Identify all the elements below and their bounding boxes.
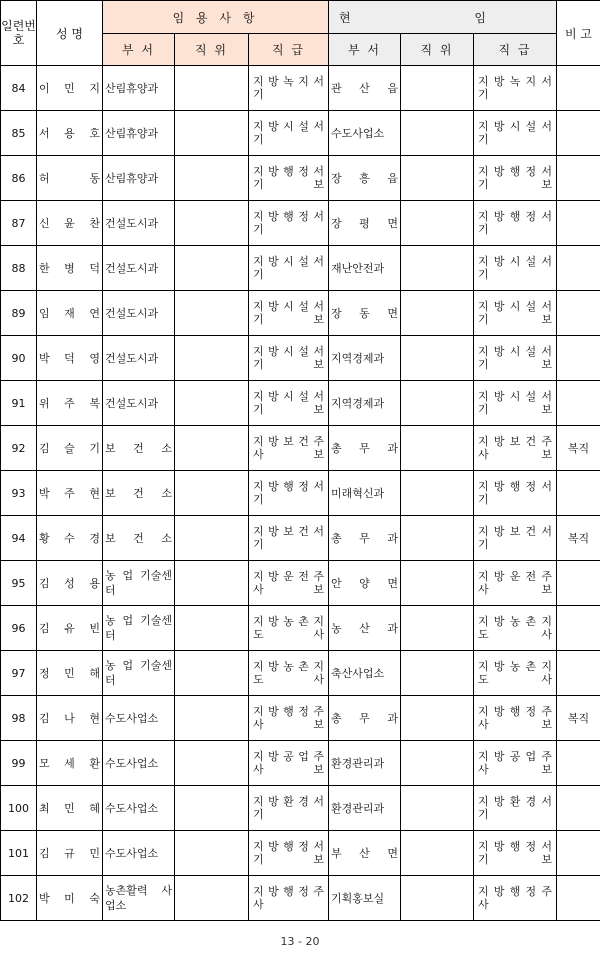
cur-position-cell xyxy=(401,291,474,336)
cur-position-cell xyxy=(401,786,474,831)
cur-position-cell xyxy=(401,66,474,111)
cur-grade-cell: 지 방 행 정 서 기 xyxy=(474,201,557,246)
name-cell: 신 윤 찬 xyxy=(37,201,103,246)
new-dept-cell: 보 건 소 xyxy=(103,516,175,561)
new-dept-cell: 산림휴양과 xyxy=(103,156,175,201)
serial-cell: 100 xyxy=(1,786,37,831)
cur-dept-cell: 총 무 과 xyxy=(329,696,401,741)
remarks-cell xyxy=(557,381,600,426)
new-dept-cell: 건설도시과 xyxy=(103,291,175,336)
cur-dept-cell: 재난안전과 xyxy=(329,246,401,291)
cur-position-cell xyxy=(401,336,474,381)
new-dept-cell: 건설도시과 xyxy=(103,336,175,381)
new-position-cell xyxy=(175,156,249,201)
remarks-cell xyxy=(557,66,600,111)
serial-cell: 97 xyxy=(1,651,37,696)
new-dept-cell: 농 업 기술센터 xyxy=(103,561,175,606)
cur-dept-cell: 총 무 과 xyxy=(329,516,401,561)
serial-cell: 85 xyxy=(1,111,37,156)
name-cell: 박 주 현 xyxy=(37,471,103,516)
new-dept-cell: 건설도시과 xyxy=(103,381,175,426)
new-grade-cell: 지 방 행 정 서 기 xyxy=(249,471,329,516)
table-row xyxy=(1,651,600,696)
serial-cell: 89 xyxy=(1,291,37,336)
name-cell: 김 나 현 xyxy=(37,696,103,741)
cur-grade-cell: 지 방 시 설 서 기 보 xyxy=(474,336,557,381)
cur-grade-cell: 지 방 공 업 주 사 보 xyxy=(474,741,557,786)
new-position-cell xyxy=(175,651,249,696)
cur-position-cell xyxy=(401,111,474,156)
new-position-cell xyxy=(175,831,249,876)
name-cell: 모 세 환 xyxy=(37,741,103,786)
table-row xyxy=(1,471,600,516)
new-position-cell xyxy=(175,336,249,381)
table-row xyxy=(1,381,600,426)
cur-grade-cell: 지 방 행 정 주 사 보 xyxy=(474,696,557,741)
cur-position-cell xyxy=(401,651,474,696)
name-cell: 허 동 xyxy=(37,156,103,201)
new-position-cell xyxy=(175,246,249,291)
serial-cell: 93 xyxy=(1,471,37,516)
cur-dept-cell: 관 산 읍 xyxy=(329,66,401,111)
serial-cell: 94 xyxy=(1,516,37,561)
name-cell: 황 수 경 xyxy=(37,516,103,561)
header-cur-position: 직 위 xyxy=(401,34,474,66)
new-grade-cell: 지 방 행 정 주 사 보 xyxy=(249,696,329,741)
new-grade-cell: 지 방 공 업 주 사 보 xyxy=(249,741,329,786)
name-cell: 최 민 혜 xyxy=(37,786,103,831)
new-position-cell xyxy=(175,606,249,651)
name-cell: 김 슬 기 xyxy=(37,426,103,471)
cur-dept-cell: 장 흥 읍 xyxy=(329,156,401,201)
cur-grade-cell: 지 방 녹 지 서 기 xyxy=(474,66,557,111)
new-grade-cell: 지 방 행 정 서 기 보 xyxy=(249,156,329,201)
table-row xyxy=(1,516,600,561)
new-grade-cell: 지 방 보 건 서 기 xyxy=(249,516,329,561)
cur-position-cell xyxy=(401,516,474,561)
cur-position-cell xyxy=(401,741,474,786)
serial-cell: 90 xyxy=(1,336,37,381)
table-row xyxy=(1,426,600,471)
table-row xyxy=(1,606,600,651)
name-cell: 임 재 연 xyxy=(37,291,103,336)
table-row xyxy=(1,156,600,201)
new-dept-cell: 농 업 기술센터 xyxy=(103,606,175,651)
header-serial: 일련번호 xyxy=(1,1,37,66)
cur-grade-cell: 지 방 행 정 서 기 보 xyxy=(474,156,557,201)
table-row xyxy=(1,111,600,156)
table-row xyxy=(1,561,600,606)
cur-grade-cell: 지 방 시 설 서 기 xyxy=(474,111,557,156)
new-position-cell xyxy=(175,516,249,561)
cur-position-cell xyxy=(401,246,474,291)
table-row xyxy=(1,336,600,381)
remarks-cell xyxy=(557,246,600,291)
header-new-dept: 부 서 xyxy=(103,34,175,66)
cur-position-cell xyxy=(401,831,474,876)
table-row xyxy=(1,291,600,336)
remarks-cell xyxy=(557,606,600,651)
new-grade-cell: 지 방 시 설 서 기 보 xyxy=(249,381,329,426)
remarks-cell: 복직 xyxy=(557,696,600,741)
new-dept-cell: 수도사업소 xyxy=(103,786,175,831)
new-dept-cell: 산림휴양과 xyxy=(103,66,175,111)
remarks-cell xyxy=(557,336,600,381)
cur-grade-cell: 지 방 운 전 주 사 보 xyxy=(474,561,557,606)
remarks-cell xyxy=(557,651,600,696)
table-row xyxy=(1,741,600,786)
remarks-cell xyxy=(557,291,600,336)
cur-grade-cell: 지 방 농 촌 지 도 사 xyxy=(474,606,557,651)
cur-grade-cell: 지 방 보 건 서 기 xyxy=(474,516,557,561)
serial-cell: 101 xyxy=(1,831,37,876)
cur-grade-cell: 지 방 시 설 서 기 보 xyxy=(474,381,557,426)
serial-cell: 86 xyxy=(1,156,37,201)
header-current: 현 임 xyxy=(329,1,557,34)
cur-grade-cell: 지 방 농 촌 지 도 사 xyxy=(474,651,557,696)
serial-cell: 99 xyxy=(1,741,37,786)
serial-cell: 95 xyxy=(1,561,37,606)
remarks-cell xyxy=(557,471,600,516)
header-name: 성 명 xyxy=(37,1,103,66)
new-grade-cell: 지 방 행 정 주 사 xyxy=(249,876,329,921)
name-cell: 한 병 덕 xyxy=(37,246,103,291)
new-dept-cell: 건설도시과 xyxy=(103,246,175,291)
cur-position-cell xyxy=(401,876,474,921)
new-dept-cell: 보 건 소 xyxy=(103,471,175,516)
table-row xyxy=(1,831,600,876)
serial-cell: 102 xyxy=(1,876,37,921)
new-grade-cell: 지 방 농 촌 지 도 사 xyxy=(249,651,329,696)
name-cell: 박 미 숙 xyxy=(37,876,103,921)
new-position-cell xyxy=(175,741,249,786)
cur-grade-cell: 지 방 시 설 서 기 xyxy=(474,246,557,291)
new-dept-cell: 산림휴양과 xyxy=(103,111,175,156)
new-dept-cell: 농촌활력 사업소 xyxy=(103,876,175,921)
remarks-cell xyxy=(557,111,600,156)
new-position-cell xyxy=(175,696,249,741)
serial-cell: 92 xyxy=(1,426,37,471)
new-position-cell xyxy=(175,426,249,471)
name-cell: 김 유 빈 xyxy=(37,606,103,651)
name-cell: 박 덕 영 xyxy=(37,336,103,381)
new-grade-cell: 지 방 시 설 서 기 보 xyxy=(249,336,329,381)
remarks-cell xyxy=(557,156,600,201)
cur-position-cell xyxy=(401,471,474,516)
cur-grade-cell: 지 방 보 건 주 사 보 xyxy=(474,426,557,471)
cur-dept-cell: 미래혁신과 xyxy=(329,471,401,516)
new-position-cell xyxy=(175,66,249,111)
cur-dept-cell: 농 산 과 xyxy=(329,606,401,651)
name-cell: 서 용 호 xyxy=(37,111,103,156)
serial-cell: 96 xyxy=(1,606,37,651)
serial-cell: 91 xyxy=(1,381,37,426)
new-position-cell xyxy=(175,471,249,516)
header-remarks: 비 고 xyxy=(557,1,600,66)
header-new-grade: 직 급 xyxy=(249,34,329,66)
header-new-position: 직 위 xyxy=(175,34,249,66)
new-grade-cell: 지 방 운 전 주 사 보 xyxy=(249,561,329,606)
table-row xyxy=(1,201,600,246)
header-appointment: 임 용 사 항 xyxy=(103,1,329,34)
remarks-cell xyxy=(557,741,600,786)
new-grade-cell: 지 방 행 정 서 기 xyxy=(249,201,329,246)
new-grade-cell: 지 방 시 설 서 기 xyxy=(249,111,329,156)
cur-position-cell xyxy=(401,426,474,471)
cur-dept-cell: 축산사업소 xyxy=(329,651,401,696)
name-cell: 정 민 해 xyxy=(37,651,103,696)
new-dept-cell: 건설도시과 xyxy=(103,201,175,246)
cur-dept-cell: 장 동 면 xyxy=(329,291,401,336)
new-grade-cell: 지 방 녹 지 서 기 xyxy=(249,66,329,111)
new-dept-cell: 농 업 기술센터 xyxy=(103,651,175,696)
cur-dept-cell: 수도사업소 xyxy=(329,111,401,156)
table-row xyxy=(1,246,600,291)
name-cell: 위 주 복 xyxy=(37,381,103,426)
new-grade-cell: 지 방 시 설 서 기 xyxy=(249,246,329,291)
new-grade-cell: 지 방 환 경 서 기 xyxy=(249,786,329,831)
cur-dept-cell: 총 무 과 xyxy=(329,426,401,471)
new-grade-cell: 지 방 보 건 주 사 보 xyxy=(249,426,329,471)
new-position-cell xyxy=(175,561,249,606)
table-row xyxy=(1,696,600,741)
remarks-cell xyxy=(557,786,600,831)
cur-grade-cell: 지 방 행 정 주 사 xyxy=(474,876,557,921)
header-cur-grade: 직 급 xyxy=(474,34,557,66)
serial-cell: 98 xyxy=(1,696,37,741)
cur-grade-cell: 지 방 행 정 서 기 보 xyxy=(474,831,557,876)
cur-position-cell xyxy=(401,156,474,201)
cur-dept-cell: 부 산 면 xyxy=(329,831,401,876)
remarks-cell: 복직 xyxy=(557,516,600,561)
serial-cell: 84 xyxy=(1,66,37,111)
new-position-cell xyxy=(175,381,249,426)
cur-dept-cell: 안 양 면 xyxy=(329,561,401,606)
cur-grade-cell: 지 방 환 경 서 기 xyxy=(474,786,557,831)
new-position-cell xyxy=(175,876,249,921)
new-position-cell xyxy=(175,111,249,156)
serial-cell: 88 xyxy=(1,246,37,291)
cur-position-cell xyxy=(401,606,474,651)
name-cell: 김 규 민 xyxy=(37,831,103,876)
cur-dept-cell: 장 평 면 xyxy=(329,201,401,246)
cur-dept-cell: 지역경제과 xyxy=(329,336,401,381)
cur-dept-cell: 지역경제과 xyxy=(329,381,401,426)
new-position-cell xyxy=(175,201,249,246)
remarks-cell xyxy=(557,561,600,606)
new-grade-cell: 지 방 행 정 서 기 보 xyxy=(249,831,329,876)
name-cell: 김 성 용 xyxy=(37,561,103,606)
cur-position-cell xyxy=(401,561,474,606)
new-position-cell xyxy=(175,291,249,336)
remarks-cell: 복직 xyxy=(557,426,600,471)
cur-position-cell xyxy=(401,696,474,741)
new-dept-cell: 보 건 소 xyxy=(103,426,175,471)
cur-position-cell xyxy=(401,201,474,246)
table-row xyxy=(1,876,600,921)
new-dept-cell: 수도사업소 xyxy=(103,696,175,741)
new-dept-cell: 수도사업소 xyxy=(103,831,175,876)
new-position-cell xyxy=(175,786,249,831)
cur-dept-cell: 기획홍보실 xyxy=(329,876,401,921)
new-grade-cell: 지 방 시 설 서 기 보 xyxy=(249,291,329,336)
table-row xyxy=(1,786,600,831)
cur-dept-cell: 환경관리과 xyxy=(329,741,401,786)
remarks-cell xyxy=(557,876,600,921)
new-dept-cell: 수도사업소 xyxy=(103,741,175,786)
page-number: 13 - 20 xyxy=(280,935,320,948)
cur-position-cell xyxy=(401,381,474,426)
cur-dept-cell: 환경관리과 xyxy=(329,786,401,831)
header-cur-dept: 부 서 xyxy=(329,34,401,66)
remarks-cell xyxy=(557,201,600,246)
cur-grade-cell: 지 방 시 설 서 기 보 xyxy=(474,291,557,336)
table-row xyxy=(1,66,600,111)
cur-grade-cell: 지 방 행 정 서 기 xyxy=(474,471,557,516)
serial-cell: 87 xyxy=(1,201,37,246)
remarks-cell xyxy=(557,831,600,876)
name-cell: 이 민 지 xyxy=(37,66,103,111)
new-grade-cell: 지 방 농 촌 지 도 사 xyxy=(249,606,329,651)
